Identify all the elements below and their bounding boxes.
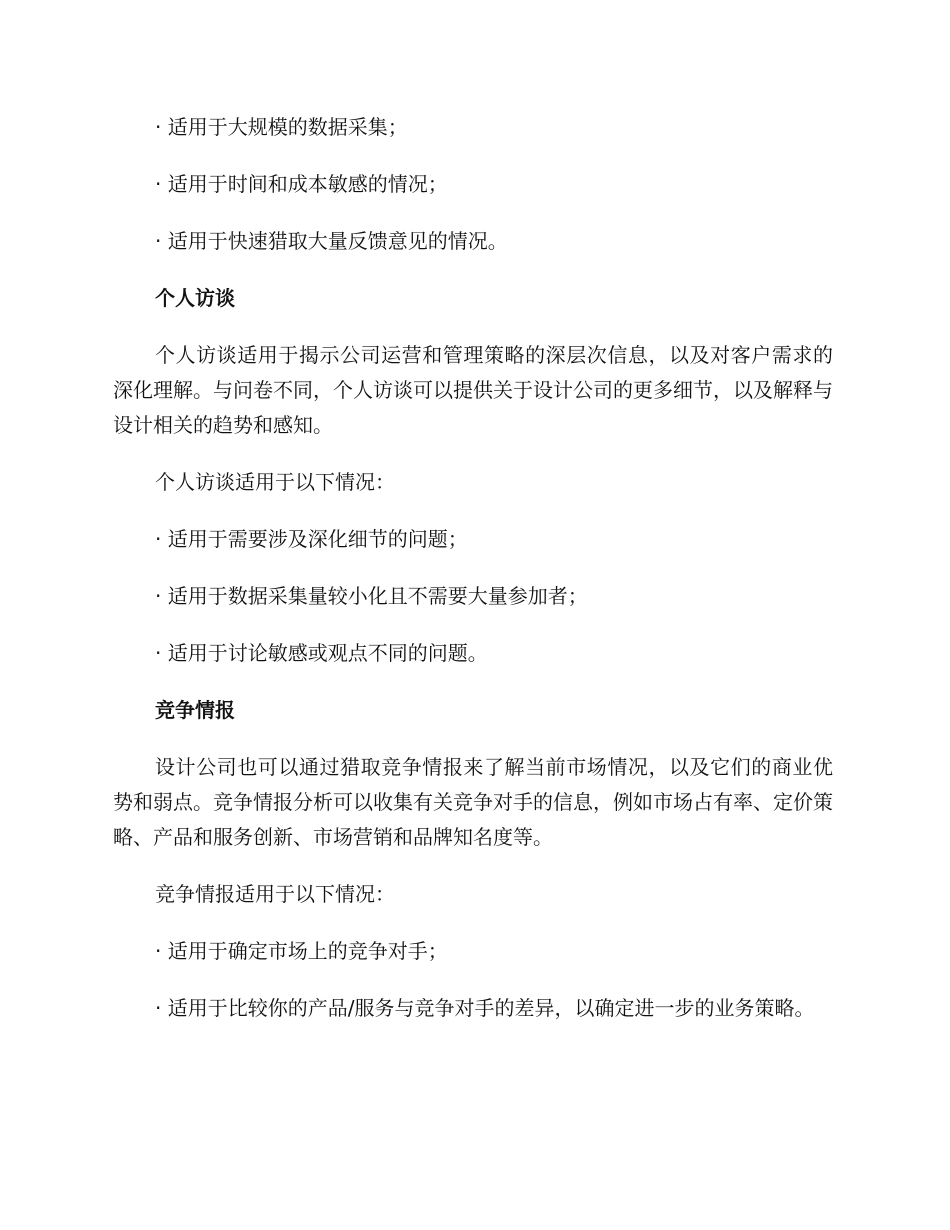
paragraph: 竞争情报适用于以下情况：	[155, 882, 395, 906]
bullet-item: · 适用于比较你的产品/服务与竞争对手的差异，以确定进一步的业务策略。	[155, 996, 815, 1020]
section-heading-competitive-intelligence: 竞争情报	[155, 698, 235, 722]
bullet-item: · 适用于时间和成本敏感的情况；	[155, 172, 448, 196]
bullet-item: · 适用于需要涉及深化细节的问题；	[155, 527, 468, 551]
document-body	[113, 110, 833, 1048]
section-heading-interview: 个人访谈	[155, 286, 235, 310]
bullet-item: · 适用于讨论敏感或观点不同的问题。	[155, 641, 488, 665]
bullet-item: · 适用于快速猎取大量反馈意见的情况。	[155, 229, 508, 253]
paragraph: 设计公司也可以通过猎取竞争情报来了解当前市场情况，以及它们的商业优势和弱点。竞争情报分析可以收集有关竞争对手的信息，例如市场占有率、定价策略、产品和服务创新、市场营销和品牌知名度等。	[113, 755, 833, 849]
bullet-item: · 适用于数据采集量较小化且不需要大量参加者；	[155, 584, 588, 608]
paragraph: 个人访谈适用于揭示公司运营和管理策略的深层次信息，以及对客户需求的深化理解。与问卷不同，个人访谈可以提供关于设计公司的更多细节，以及解释与设计相关的趋势和感知。	[113, 343, 833, 437]
paragraph: 个人访谈适用于以下情况：	[155, 470, 395, 494]
bullet-item: · 适用于确定市场上的竞争对手；	[155, 939, 448, 963]
bullet-item: · 适用于大规模的数据采集；	[155, 115, 408, 139]
